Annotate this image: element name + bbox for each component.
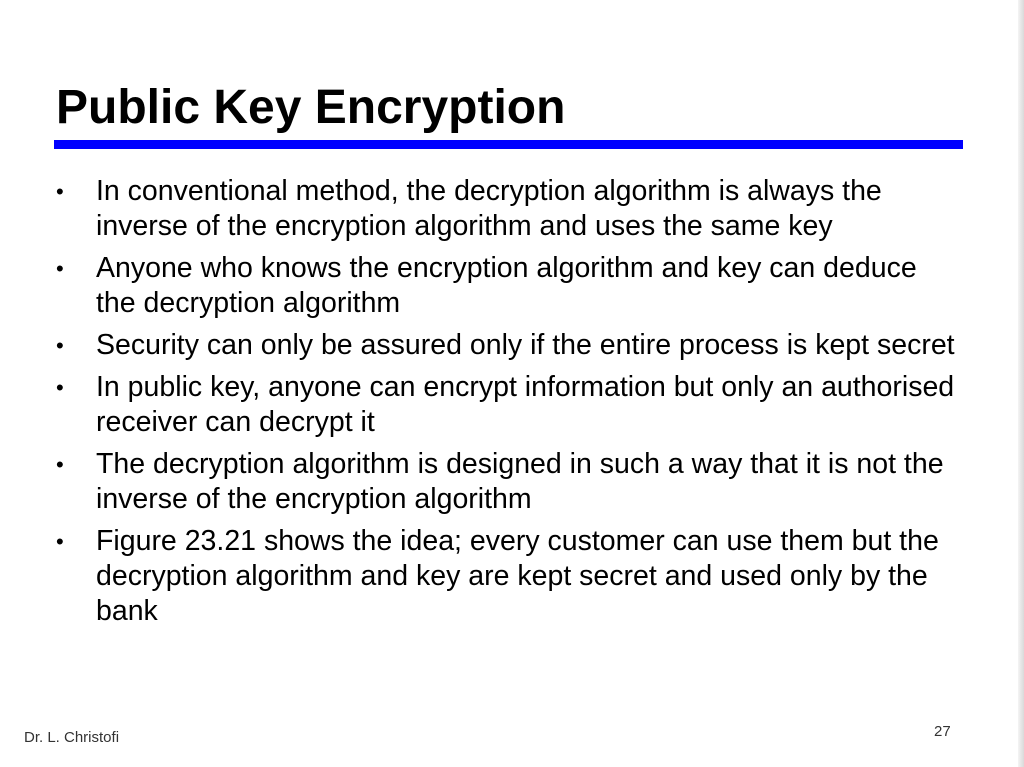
bullet-item bbox=[56, 447, 956, 517]
bullet-dot: • bbox=[56, 452, 64, 477]
slide-edge-shadow bbox=[1018, 0, 1024, 767]
bullet-dot: • bbox=[56, 333, 64, 358]
footer-author: Dr. L. Christofi bbox=[24, 729, 120, 746]
bullet-dot: • bbox=[56, 529, 64, 554]
bullet-item bbox=[56, 370, 956, 440]
bullet-dot: • bbox=[56, 256, 64, 281]
bullet-text: In conventional method, the decryption algorithm is always the inverse of the encryption algorithm and uses the same key bbox=[96, 175, 882, 242]
title-underline-rule bbox=[54, 140, 963, 149]
bullet-text: The decryption algorithm is designed in such a way that it is not the inverse of the encryption algorithm bbox=[96, 448, 944, 515]
bullet-text: Security can only be assured only if the entire process is kept secret bbox=[96, 329, 955, 361]
bullet-item bbox=[56, 174, 956, 244]
bullet-dot: • bbox=[56, 375, 64, 400]
bullet-list bbox=[56, 174, 956, 636]
bullet-text: Anyone who knows the encryption algorithm and key can deduce the decryption algorithm bbox=[96, 252, 917, 319]
bullet-text: Figure 23.21 shows the idea; every customer can use them but the decryption algorithm and key are kept secret and used only by the bank bbox=[96, 525, 939, 627]
bullet-text: In public key, anyone can encrypt information but only an authorised receiver can decrypt it bbox=[96, 371, 955, 438]
slide-title: Public Key Encryption bbox=[56, 81, 566, 134]
bullet-item bbox=[56, 328, 956, 363]
bullet-item bbox=[56, 251, 956, 321]
bullet-item bbox=[56, 524, 956, 629]
bullet-dot: • bbox=[56, 179, 64, 204]
page-number: 27 bbox=[934, 723, 951, 740]
